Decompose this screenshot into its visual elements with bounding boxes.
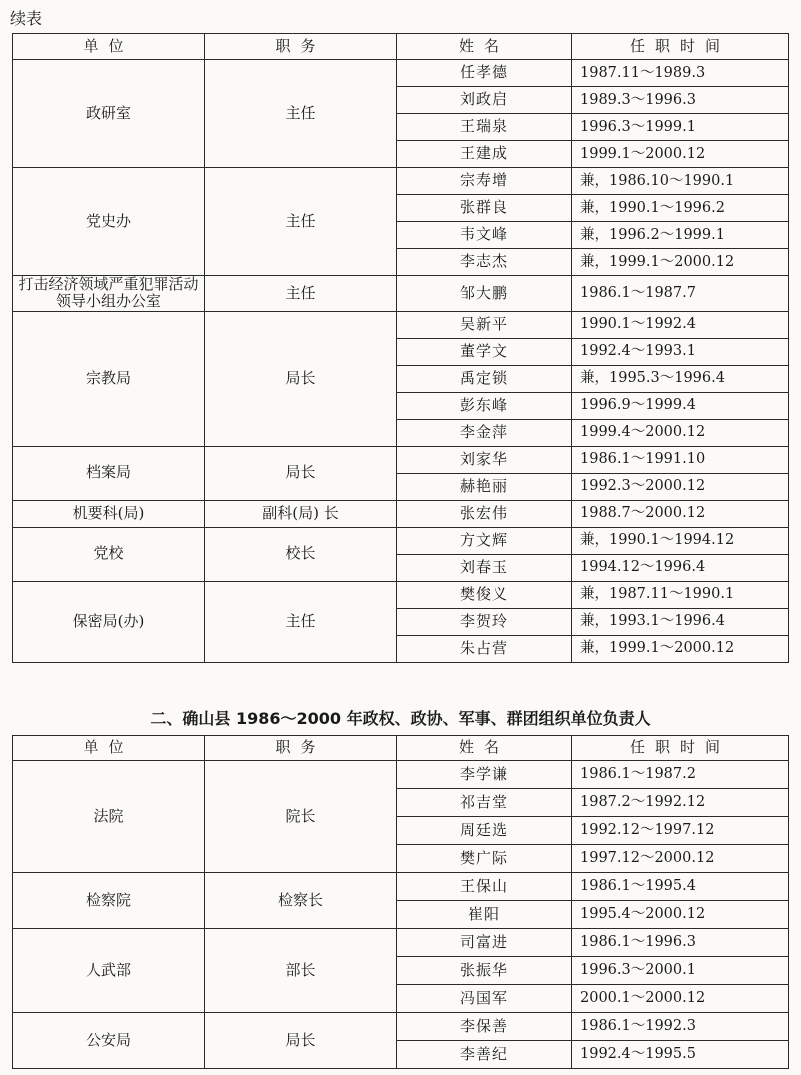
term-cell: 1992.3～2000.12 [572,473,789,500]
term-cell: 1999.4～2000.12 [572,419,789,446]
name-cell: 李志杰 [397,249,572,276]
name-cell: 张群良 [397,195,572,222]
name-cell: 刘政启 [397,87,572,114]
term-cell: 1989.3～1996.3 [572,87,789,114]
name-cell: 宗寿增 [397,168,572,195]
name-cell: 祁吉堂 [397,789,572,817]
position-cell: 局长 [205,311,397,446]
name-cell: 彭东峰 [397,392,572,419]
term-cell: 兼，1999.1～2000.12 [572,249,789,276]
term-cell: 1997.12～2000.12 [572,845,789,873]
table-body [13,761,789,1069]
name-cell: 任孝德 [397,60,572,87]
table-row [13,311,789,338]
table-row [13,500,789,527]
header-name: 姓名 [397,736,572,761]
position-cell: 局长 [205,446,397,500]
term-cell: 1990.1～1992.4 [572,311,789,338]
term-cell: 兼，1996.2～1999.1 [572,222,789,249]
header-name: 姓名 [397,34,572,60]
term-cell: 1995.4～2000.12 [572,901,789,929]
position-cell: 院长 [205,761,397,873]
position-cell: 主任 [205,168,397,276]
term-cell: 兼，1987.11～1990.1 [572,581,789,608]
unit-cell: 党校 [13,527,205,581]
term-cell: 1988.7～2000.12 [572,500,789,527]
unit-cell: 公安局 [13,1013,205,1069]
term-cell: 1994.12～1996.4 [572,554,789,581]
name-cell: 樊广际 [397,845,572,873]
leaders-table-government [12,735,789,1069]
position-cell: 部长 [205,929,397,1013]
leaders-table-party [12,33,789,663]
table-row [13,761,789,789]
unit-cell: 宗教局 [13,311,205,446]
name-cell: 朱占营 [397,635,572,662]
term-cell: 2000.1～2000.12 [572,985,789,1013]
table-row [13,168,789,195]
name-cell: 王瑞泉 [397,114,572,141]
table-body [13,60,789,663]
name-cell: 吴新平 [397,311,572,338]
table-header-row [13,34,789,60]
table-row [13,929,789,957]
name-cell: 张宏伟 [397,500,572,527]
position-cell: 主任 [205,276,397,312]
term-cell: 1986.1～1991.10 [572,446,789,473]
term-cell: 1986.1～1992.3 [572,1013,789,1041]
table-row [13,581,789,608]
name-cell: 司富进 [397,929,572,957]
name-cell: 禹定锁 [397,365,572,392]
term-cell: 1986.1～1987.7 [572,276,789,312]
term-cell: 1987.11～1989.3 [572,60,789,87]
name-cell: 崔阳 [397,901,572,929]
term-cell: 1996.9～1999.4 [572,392,789,419]
term-cell: 1992.12～1997.12 [572,817,789,845]
name-cell: 李贺玲 [397,608,572,635]
name-cell: 韦文峰 [397,222,572,249]
unit-cell: 检察院 [13,873,205,929]
term-cell: 1986.1～1996.3 [572,929,789,957]
unit-cell: 政研室 [13,60,205,168]
position-cell: 副科(局) 长 [205,500,397,527]
name-cell: 冯国军 [397,985,572,1013]
unit-cell: 档案局 [13,446,205,500]
term-cell: 1996.3～2000.1 [572,957,789,985]
table-header-row [13,736,789,761]
table-row [13,276,789,312]
term-cell: 兼，1999.1～2000.12 [572,635,789,662]
term-cell: 兼，1986.10～1990.1 [572,168,789,195]
term-cell: 1992.4～1993.1 [572,338,789,365]
name-cell: 王保山 [397,873,572,901]
term-cell: 兼，1990.1～1994.12 [572,527,789,554]
name-cell: 周廷选 [397,817,572,845]
position-cell: 主任 [205,60,397,168]
unit-cell: 人武部 [13,929,205,1013]
header-unit: 单位 [13,736,205,761]
name-cell: 董学文 [397,338,572,365]
table-row [13,527,789,554]
unit-cell: 法院 [13,761,205,873]
table-row [13,873,789,901]
header-position: 职务 [205,736,397,761]
name-cell: 方文辉 [397,527,572,554]
name-cell: 樊俊义 [397,581,572,608]
name-cell: 李保善 [397,1013,572,1041]
position-cell: 局长 [205,1013,397,1069]
name-cell: 张振华 [397,957,572,985]
table-row [13,446,789,473]
section-title: 二、确山县 1986～2000 年政权、政协、军事、群团组织单位负责人 [150,709,651,728]
header-term: 任职时间 [572,34,789,60]
header-position: 职务 [205,34,397,60]
name-cell: 赫艳丽 [397,473,572,500]
unit-cell: 党史办 [13,168,205,276]
term-cell: 1999.1～2000.12 [572,141,789,168]
name-cell: 李学谦 [397,761,572,789]
continued-label: 续表 [10,9,43,28]
name-cell: 刘家华 [397,446,572,473]
term-cell: 1987.2～1992.12 [572,789,789,817]
name-cell: 邹大鹏 [397,276,572,312]
name-cell: 王建成 [397,141,572,168]
name-cell: 李善纪 [397,1041,572,1069]
term-cell: 1986.1～1987.2 [572,761,789,789]
header-unit: 单位 [13,34,205,60]
unit-cell: 保密局(办) [13,581,205,662]
term-cell: 1986.1～1995.4 [572,873,789,901]
term-cell: 1992.4～1995.5 [572,1041,789,1069]
name-cell: 李金萍 [397,419,572,446]
term-cell: 兼，1993.1～1996.4 [572,608,789,635]
position-cell: 检察长 [205,873,397,929]
term-cell: 兼，1995.3～1996.4 [572,365,789,392]
table-row [13,1013,789,1041]
term-cell: 兼，1990.1～1996.2 [572,195,789,222]
table-row [13,60,789,87]
position-cell: 主任 [205,581,397,662]
unit-cell: 机要科(局) [13,500,205,527]
position-cell: 校长 [205,527,397,581]
name-cell: 刘春玉 [397,554,572,581]
header-term: 任职时间 [572,736,789,761]
unit-cell: 打击经济领域严重犯罪活动领导小组办公室 [13,276,205,312]
term-cell: 1996.3～1999.1 [572,114,789,141]
